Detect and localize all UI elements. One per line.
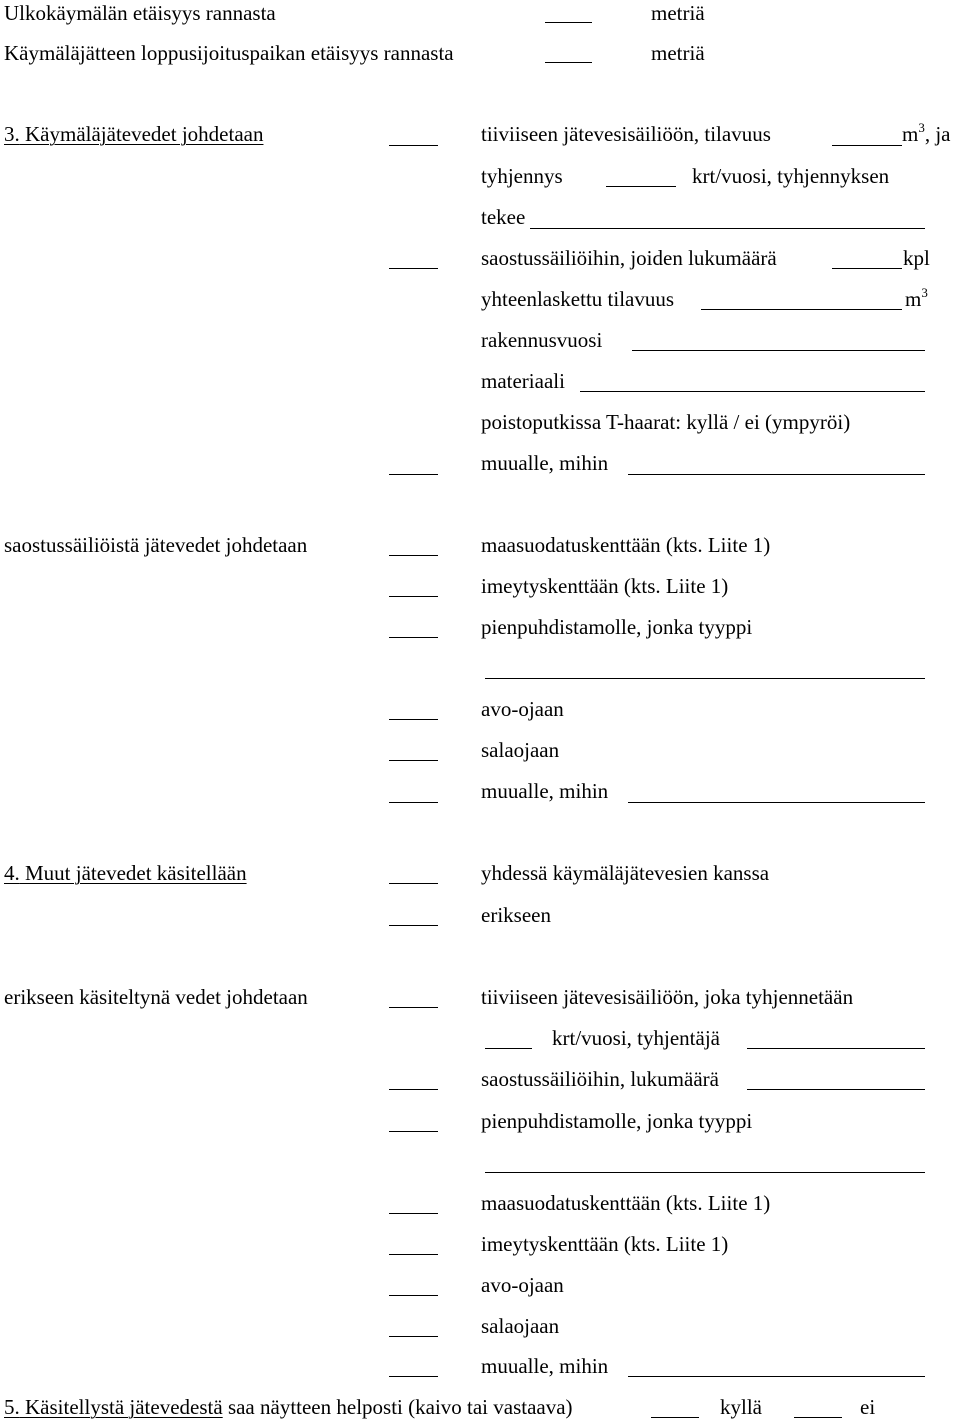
- section3-heading: 3. Käymäläjätevedet johdetaan: [4, 122, 264, 146]
- section5-question: 5. Käsitellystä jätevedestä saa näytteen helposti (kaivo tai vastaava): [4, 1395, 573, 1419]
- sep-soil-filter-checkbox-line[interactable]: [389, 1213, 438, 1214]
- sep-septic-checkbox-line[interactable]: [389, 1089, 438, 1090]
- sample-no-label: ei: [860, 1395, 876, 1419]
- outlet-elsewhere-field[interactable]: [628, 802, 925, 803]
- separate-heading: erikseen käsiteltynä vedet johdetaan: [4, 985, 308, 1009]
- outlet-elsewhere-checkbox-line[interactable]: [389, 802, 438, 803]
- disposal-distance-field[interactable]: [545, 62, 592, 63]
- septic-checkbox-line[interactable]: [389, 268, 438, 269]
- total-volume-label: yhteenlaskettu tilavuus: [481, 287, 675, 311]
- sep-freq-field[interactable]: [485, 1048, 532, 1049]
- shore-distance-field[interactable]: [545, 22, 592, 23]
- small-plant-type-field[interactable]: [485, 678, 925, 679]
- sep-elsewhere-option: muualle, mihin: [481, 1354, 609, 1378]
- tank-volume-unit: $m^3$, ja: [902, 120, 951, 146]
- sep-drain-option: salaojaan: [481, 1314, 560, 1338]
- small-plant-option: pienpuhdistamolle, jonka tyyppi: [481, 615, 753, 639]
- sep-tank-checkbox-line[interactable]: [389, 1007, 438, 1008]
- infiltration-checkbox-line[interactable]: [389, 596, 438, 597]
- emptying-freq-label: krt/vuosi, tyhjennyksen: [692, 164, 890, 188]
- outlet-elsewhere-option: muualle, mihin: [481, 779, 609, 803]
- t-pipe-label: poistoputkissa T-haarat: kyllä / ei (ympyröi): [481, 410, 851, 434]
- sep-elsewhere-checkbox-line[interactable]: [389, 1376, 438, 1377]
- sep-small-plant-checkbox-line[interactable]: [389, 1131, 438, 1132]
- sep-drain-checkbox-line[interactable]: [389, 1336, 438, 1337]
- sep-freq-label: krt/vuosi, tyhjentäjä: [552, 1026, 720, 1050]
- ditch-option: avo-ojaan: [481, 697, 564, 721]
- sep-infiltration-option: imeytyskenttään (kts. Liite 1): [481, 1232, 729, 1256]
- sep-emptier-field[interactable]: [747, 1048, 925, 1049]
- disposal-distance-unit: metriä: [651, 41, 705, 65]
- elsewhere-label: muualle, mihin: [481, 451, 609, 475]
- infiltration-option: imeytyskenttään (kts. Liite 1): [481, 574, 729, 598]
- tank-volume-field[interactable]: [832, 145, 902, 146]
- separately-checkbox-line[interactable]: [389, 925, 438, 926]
- together-option: yhdessä käymäläjätevesien kanssa: [481, 861, 770, 885]
- performer-label: tekee: [481, 205, 526, 229]
- section4-heading: 4. Muut jätevedet käsitellään: [4, 861, 247, 885]
- septic-outlet-heading: saostussäiliöistä jätevedet johdetaan: [4, 533, 308, 557]
- sep-ditch-checkbox-line[interactable]: [389, 1295, 438, 1296]
- sep-elsewhere-field[interactable]: [628, 1376, 925, 1377]
- sep-infiltration-checkbox-line[interactable]: [389, 1254, 438, 1255]
- total-volume-field[interactable]: [701, 309, 902, 310]
- material-label: materiaali: [481, 369, 565, 393]
- sep-septic-option: saostussäiliöihin, lukumäärä: [481, 1067, 719, 1091]
- shore-distance-unit: metriä: [651, 1, 705, 25]
- sample-yes-line[interactable]: [651, 1417, 699, 1418]
- elsewhere-field[interactable]: [628, 474, 925, 475]
- emptying-label: tyhjennys: [481, 164, 563, 188]
- sep-tank-option: tiiviiseen jätevesisäiliöön, joka tyhjennetään: [481, 985, 854, 1009]
- build-year-label: rakennusvuosi: [481, 328, 603, 352]
- sample-no-line[interactable]: [794, 1417, 842, 1418]
- together-checkbox-line[interactable]: [389, 883, 438, 884]
- separately-option: erikseen: [481, 903, 551, 927]
- sep-septic-count-field[interactable]: [747, 1089, 925, 1090]
- disposal-distance-label: Käymäläjätteen loppusijoituspaikan etäisyys rannasta: [4, 41, 454, 65]
- septic-count-unit: kpl: [903, 246, 930, 270]
- performer-field[interactable]: [530, 228, 925, 229]
- tank-label: tiiviiseen jätevesisäiliöön, tilavuus: [481, 122, 771, 146]
- ditch-checkbox-line[interactable]: [389, 719, 438, 720]
- tank-checkbox-line[interactable]: [389, 145, 438, 146]
- emptying-freq-field[interactable]: [606, 186, 676, 187]
- elsewhere-checkbox-line[interactable]: [389, 474, 438, 475]
- drain-checkbox-line[interactable]: [389, 760, 438, 761]
- small-plant-checkbox-line[interactable]: [389, 637, 438, 638]
- build-year-field[interactable]: [632, 350, 925, 351]
- drain-option: salaojaan: [481, 738, 560, 762]
- septic-count-field[interactable]: [832, 268, 902, 269]
- soil-filter-checkbox-line[interactable]: [389, 555, 438, 556]
- sep-small-plant-type-field[interactable]: [485, 1172, 925, 1173]
- shore-distance-label: Ulkokäymälän etäisyys rannasta: [4, 1, 276, 25]
- sample-yes-label: kyllä: [720, 1395, 762, 1419]
- material-field[interactable]: [580, 391, 925, 392]
- sep-ditch-option: avo-ojaan: [481, 1273, 564, 1297]
- soil-filter-option: maasuodatuskenttään (kts. Liite 1): [481, 533, 771, 557]
- sep-soil-filter-option: maasuodatuskenttään (kts. Liite 1): [481, 1191, 771, 1215]
- total-volume-unit: $m^3$: [905, 285, 928, 311]
- septic-label: saostussäiliöihin, joiden lukumäärä: [481, 246, 777, 270]
- sep-small-plant-option: pienpuhdistamolle, jonka tyyppi: [481, 1109, 753, 1133]
